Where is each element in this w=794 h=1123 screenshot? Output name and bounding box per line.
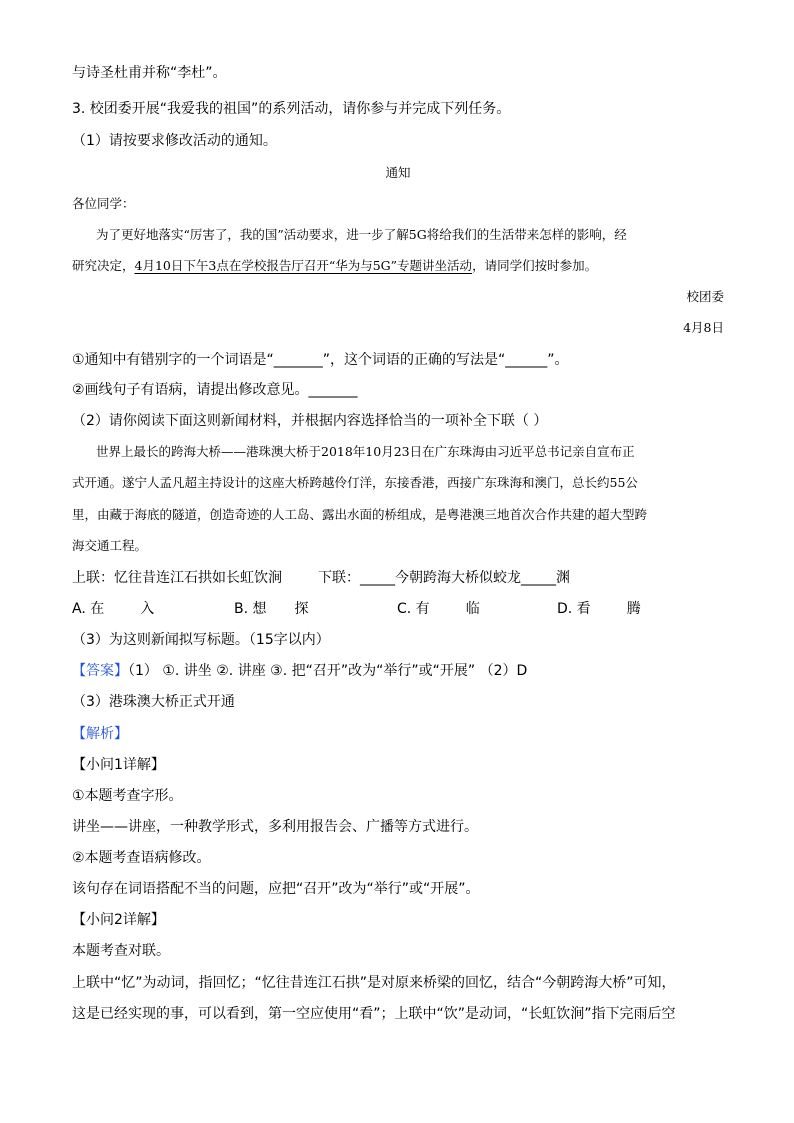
question-3-3: （3）为这则新闻拟写标题。（15字以内）: [72, 632, 330, 648]
option-a-second: 入: [140, 601, 155, 617]
notice-body-2: [72, 257, 724, 275]
answer-tag: 【答案】: [72, 663, 128, 679]
option-b-second: 探: [294, 601, 309, 617]
notice-date: 4月8日: [683, 320, 724, 335]
notice-body-2-prefix: 研究决定，: [72, 258, 135, 273]
option-b[interactable]: [234, 600, 309, 618]
option-d-first: D. 看: [557, 601, 591, 617]
notice-title: 通知: [385, 165, 411, 180]
option-a[interactable]: [72, 600, 154, 618]
option-d[interactable]: [557, 600, 641, 618]
news-line-3: 里，由藏于海底的隧道，创造奇迹的人工岛、露出水面的桥组成，是粤港澳三地首次合作共建的超大型跨: [72, 507, 648, 522]
text-line: 与诗圣杜甫并称“李杜”。: [72, 65, 227, 81]
question-3-1: （1）请按要求修改活动的通知。: [72, 133, 277, 149]
detail-2-heading: 【小问2详解】: [72, 912, 165, 928]
detail-2-c: 这是已经实现的事，可以看到，第一空应使用“看”；上联中“饮”是动词，“长虹饮涧”指下完雨后空: [72, 1006, 676, 1022]
notice-body-1: 为了更好地落实“厉害了，我的国”活动要求，进一步了解5G将给我们的生活带来怎样的影响，经: [96, 227, 627, 242]
option-b-first: B. 想: [234, 601, 267, 617]
underlined-sentence: 4月10日下午3点在学校报告厅召开“华为与5G”专题讲坐活动: [134, 258, 473, 273]
answer-text: （1） ①. 讲坐 ②. 讲座 ③. 把“召开”改为“举行”或“开展” （2）D: [128, 663, 528, 679]
question-3-2: （2）请你阅读下面这则新闻材料，并根据内容选择恰当的一项补全下联（ ）: [72, 413, 548, 429]
news-line-2: 式开通。遂宁人孟凡超主持设计的这座大桥跨越伶仃洋，东接香港，西接广东珠海和澳门，总长约55公: [72, 475, 638, 490]
sub-question-2: ②画线句子有语病，请提出修改意见。_______: [72, 382, 358, 398]
couplet-upper: 上联：忆往昔连江石拱如长虹饮涧: [72, 570, 282, 586]
detail-1-heading: 【小问1详解】: [72, 757, 165, 773]
option-a-first: A. 在: [72, 601, 105, 617]
analysis-tag: 【解析】: [72, 726, 128, 742]
option-d-second: 腾: [626, 601, 641, 617]
news-line-1: 世界上最长的跨海大桥——港珠澳大桥于2018年10月23日在广东珠海由习近平总书记亲自宣布正: [96, 444, 635, 459]
answer-3: （3）港珠澳大桥正式开通: [72, 694, 235, 710]
detail-2-a: 本题考查对联。: [72, 943, 170, 959]
option-c-first: C. 有: [397, 601, 430, 617]
news-line-4: 海交通工程。: [72, 538, 148, 553]
notice-greeting: 各位同学：: [72, 196, 135, 211]
answer-line: [72, 662, 724, 680]
couplet-line: [72, 569, 724, 587]
detail-1-a: ①本题考查字形。: [72, 788, 183, 804]
question-3: 3. 校团委开展“我爱我的祖国”的系列活动，请你参与并完成下列任务。: [72, 101, 511, 117]
detail-1-c: ②本题考查语病修改。: [72, 850, 211, 866]
detail-1-b: 讲坐——讲座，一种教学形式，多利用报告会、广播等方式进行。: [72, 819, 478, 835]
detail-2-b: 上联中“忆”为动词，指回忆；“忆往昔连江石拱”是对原来桥梁的回忆，结合“今朝跨海大桥”可知，: [72, 975, 676, 991]
sub-question-1: ①通知中有错别字的一个词语是“_______”，这个词语的正确的写法是“______”。: [72, 352, 569, 368]
detail-1-d: 该句存在词语搭配不当的问题，应把“召开”改为“举行”或“开展”。: [72, 881, 480, 897]
notice-signature: 校团委: [686, 289, 724, 304]
option-c-second: 临: [465, 601, 480, 617]
notice-body-2-suffix: ，请同学们按时参加。: [472, 258, 598, 273]
couplet-lower: 下联：_____今朝跨海大桥似蛟龙_____渊: [318, 570, 570, 586]
option-c[interactable]: [397, 600, 480, 618]
